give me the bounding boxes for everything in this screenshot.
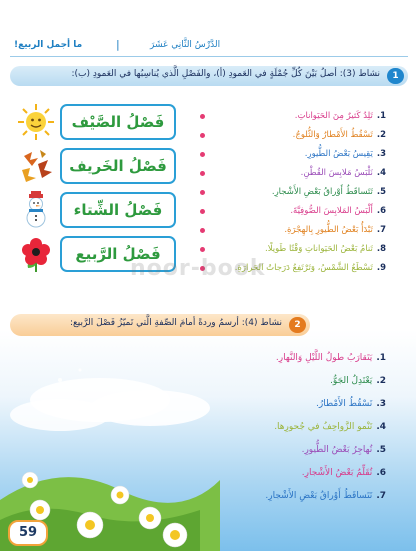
- match-dot[interactable]: [200, 247, 205, 252]
- sentence-number: 9.: [376, 263, 386, 273]
- season-box-3[interactable]: فَصْلُ الشِّتاء: [60, 192, 176, 228]
- trait-number: 6.: [376, 468, 386, 478]
- spring-trait-row[interactable]: [316, 394, 386, 414]
- sentence-row[interactable]: [265, 241, 386, 258]
- activity3-instruction: نشاط (3): أصلُ بَيْنَ كُلِّ جُمْلَةٍ في العَمودِ (أ)، والفَصْلِ الَّذي يُناسِبُها في العَمودِ (ب):: [71, 69, 380, 79]
- trait-number: 3.: [376, 399, 386, 409]
- match-dot[interactable]: [200, 133, 205, 138]
- trait-text: تُقَلِّمُ بَعْضُ الأَشْجارِ.: [301, 468, 373, 478]
- sentence-text: تَنامُ بَعْضُ الحَيَواناتِ وَقْتًا طَويلًا.: [265, 244, 373, 254]
- sentence-number: 7.: [376, 225, 386, 235]
- match-dot[interactable]: [200, 209, 205, 214]
- autumn-leaves-icon: [16, 146, 56, 186]
- spring-trait-row[interactable]: [302, 463, 386, 483]
- sentence-row[interactable]: [305, 146, 386, 163]
- trait-text: يَعْتَدِلُ الجَوُّ.: [330, 376, 373, 386]
- spring-trait-row[interactable]: [302, 440, 386, 460]
- sentence-number: 6.: [376, 206, 386, 216]
- sentence-number: 8.: [376, 244, 386, 254]
- header-rule: [10, 56, 408, 57]
- watermark: noor-book: [130, 256, 266, 281]
- snowman-icon: [16, 190, 56, 230]
- sentence-row[interactable]: [295, 108, 386, 125]
- lesson-number: الدَّرْسُ الثَّانِي عَشَرَ: [150, 40, 221, 50]
- match-dot[interactable]: [200, 228, 205, 233]
- sentence-number: 3.: [376, 149, 386, 159]
- trait-number: 2.: [376, 376, 386, 386]
- sentence-number: 2.: [376, 130, 386, 140]
- lesson-title: ما أجمل الربيع!: [14, 40, 83, 50]
- sentence-number: 4.: [376, 168, 386, 178]
- trait-text: تَتَساقَطُ أَوْراقُ بَعْضِ الأَشْجارِ.: [265, 491, 373, 501]
- sentence-number: 1.: [376, 111, 386, 121]
- trait-text: يَتَقارَبُ طولُ اللَّيْلِ وَالنَّهارِ.: [275, 353, 373, 363]
- season-box-2[interactable]: فَصْلُ الخَريف: [60, 148, 176, 184]
- sentence-row[interactable]: [301, 165, 386, 182]
- match-dot[interactable]: [200, 171, 205, 176]
- header-separator: |: [116, 38, 120, 51]
- spring-trait-row[interactable]: [274, 417, 386, 437]
- match-dot[interactable]: [200, 114, 205, 119]
- sentence-row[interactable]: [293, 127, 386, 144]
- sentence-row[interactable]: [272, 184, 386, 201]
- season-box-4[interactable]: فَصْلُ الرَّبيع: [60, 236, 176, 272]
- sentence-text: تَبْدَأُ بَعْضُ الطُّيورِ بِالهِجْرَةِ.: [284, 225, 373, 235]
- trait-number: 4.: [376, 422, 386, 432]
- page-header: [0, 0, 416, 60]
- sun-icon: [16, 102, 56, 142]
- sentence-text: تَسْقُطُ الأَمْطارُ وَالثُّلوجُ.: [292, 130, 373, 140]
- trait-text: تَسْقُطُ الأَمْطارُ.: [316, 399, 373, 409]
- activity4-number: 2: [289, 317, 306, 333]
- trait-number: 5.: [376, 445, 386, 455]
- sentence-text: تَتَساقَطُ أَوْراقُ بَعْضِ الأَشْجارِ.: [271, 187, 373, 197]
- match-dot[interactable]: [200, 152, 205, 157]
- spring-trait-row[interactable]: [330, 371, 386, 391]
- sentence-text: تَلِدُ كَثيرٌ مِنَ الحَيَواناتِ.: [294, 111, 373, 121]
- trait-number: 7.: [376, 491, 386, 501]
- flower-icon: [16, 234, 56, 274]
- activity3-banner: [10, 66, 408, 86]
- sentence-row[interactable]: [284, 222, 386, 239]
- trait-text: تُهاجِرُ بَعْضُ الطُّيورِ.: [301, 445, 373, 455]
- sentence-text: أَلْبَسُ المَلابِسَ الصُّوفِيَّةَ.: [290, 206, 373, 216]
- activity4-banner: [10, 314, 310, 336]
- sentence-number: 5.: [376, 187, 386, 197]
- sentence-row[interactable]: [290, 203, 386, 220]
- page-number: 59: [8, 520, 48, 546]
- sentence-text: تَسْطَعُ الشَّمْسُ، وَتَرْتَفِعُ دَرَجاتُ الحَرارَةِ.: [234, 263, 373, 273]
- spring-trait-row[interactable]: [276, 348, 386, 368]
- activity4-instruction: نشاط (4): أرسمُ وردةً أمامَ الصِّفةِ الَّتي تَميّزُ فَصْلَ الرَّبيع:: [69, 318, 282, 328]
- trait-number: 1.: [376, 353, 386, 363]
- spring-trait-row[interactable]: [265, 486, 386, 506]
- sentence-text: نَلْبَسُ مَلابِسَ القُطْنِ.: [300, 168, 373, 178]
- trait-text: تَنْمو الزَّواحِفُ في جُحورِها.: [274, 422, 373, 432]
- sentence-text: يَقِيسُ بَعْضُ الطُّيورِ.: [304, 149, 373, 159]
- season-box-1[interactable]: فَصْلُ الصَّيْف: [60, 104, 176, 140]
- match-dot[interactable]: [200, 190, 205, 195]
- activity3-number: 1: [387, 68, 404, 84]
